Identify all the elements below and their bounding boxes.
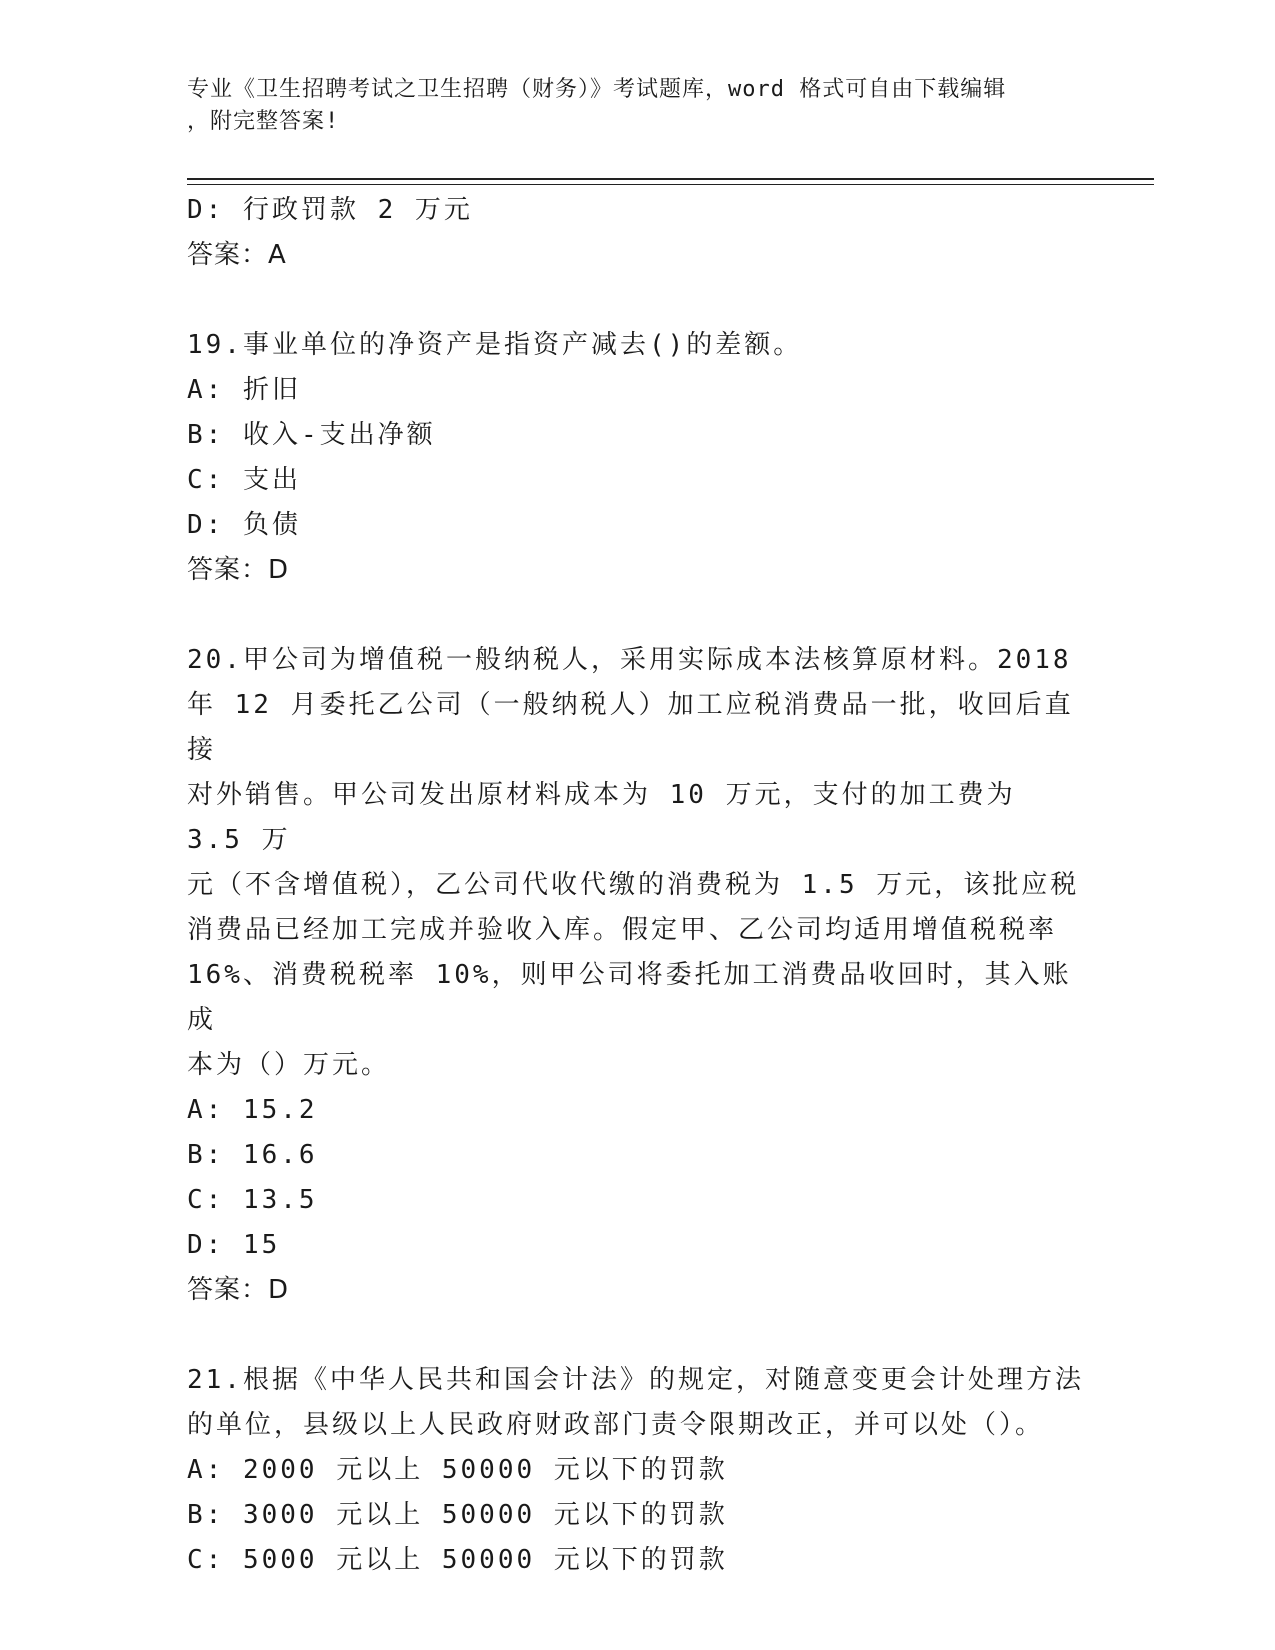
spacer — [187, 593, 1087, 638]
q19-option-c: C: 支出 — [187, 465, 301, 495]
q20-stem-line-1: 20.甲公司为增值税一般纳税人，采用实际成本法核算原材料。2018 — [187, 645, 1072, 675]
spacer — [187, 278, 1087, 323]
header-line-2: ，附完整答案! — [187, 109, 340, 134]
q19-option-d: D: 负债 — [187, 510, 301, 540]
q20-stem-line-6: 16%、消费税税率 10%，则甲公司将委托加工消费品收回时，其入账成 — [187, 960, 1072, 1035]
q19-stem: 19.事业单位的净资产是指资产减去()的差额。 — [187, 330, 803, 360]
q19-option-b: B: 收入-支出净额 — [187, 420, 436, 450]
q20-stem-line-5: 消费品已经加工完成并验收入库。假定甲、乙公司均适用增值税税率 — [187, 915, 1058, 945]
prev-option-d: D: 行政罚款 2 万元 — [187, 195, 473, 225]
q20-option-d: D: 15 — [187, 1230, 281, 1260]
q19-answer: 答案：D — [187, 555, 290, 585]
header-divider — [187, 178, 1154, 185]
q20-stem-line-3: 对外销售。甲公司发出原材料成本为 10 万元，支付的加工费为 3.5 万 — [187, 780, 1035, 855]
q21-stem-line-1: 21.根据《中华人民共和国会计法》的规定，对随意变更会计处理方法 — [187, 1365, 1084, 1395]
q19-option-a: A: 折旧 — [187, 375, 301, 405]
prev-answer: 答案：A — [187, 240, 287, 270]
q21-option-a: A: 2000 元以上 50000 元以下的罚款 — [187, 1455, 728, 1485]
q20-stem-line-4: 元（不含增值税），乙公司代收代缴的消费税为 1.5 万元，该批应税 — [187, 870, 1080, 900]
q20-stem-line-7: 本为（）万元。 — [187, 1050, 391, 1080]
q20-answer: 答案：D — [187, 1275, 290, 1305]
q21-option-b: B: 3000 元以上 50000 元以下的罚款 — [187, 1500, 728, 1530]
spacer — [187, 1313, 1087, 1358]
question-content — [187, 188, 1087, 1583]
q20-option-c: C: 13.5 — [187, 1185, 318, 1215]
document-header — [187, 74, 1067, 138]
q21-stem-line-2: 的单位，县级以上人民政府财政部门责令限期改正，并可以处（）。 — [187, 1410, 1045, 1440]
header-line-1: 专业《卫生招聘考试之卫生招聘（财务）》考试题库，word 格式可自由下载编辑 — [187, 77, 1007, 102]
q20-option-a: A: 15.2 — [187, 1095, 318, 1125]
q21-option-c: C: 5000 元以上 50000 元以下的罚款 — [187, 1545, 728, 1575]
q20-stem-line-2: 年 12 月委托乙公司（一般纳税人）加工应税消费品一批，收回后直接 — [187, 690, 1074, 765]
q20-option-b: B: 16.6 — [187, 1140, 318, 1170]
